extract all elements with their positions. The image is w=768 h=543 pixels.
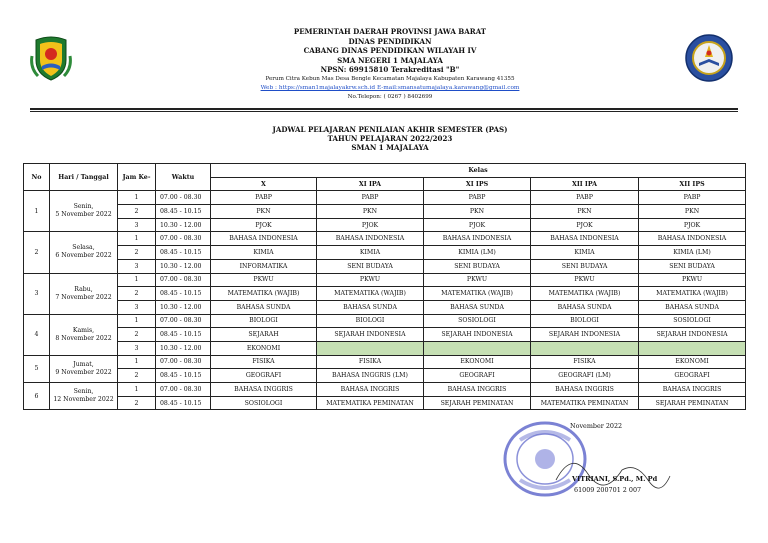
subject-cell-xi-ips: GEOGRAFI bbox=[424, 369, 531, 383]
header-xi-ipa: XI IPA bbox=[317, 177, 424, 191]
jam-cell: 2 bbox=[118, 205, 156, 219]
header-day: Hari / Tanggal bbox=[50, 164, 118, 191]
signature-name: VITRIANI, S.Pd., M. Pd bbox=[572, 475, 658, 483]
subject-cell-xii-ipa: PKWU bbox=[531, 273, 639, 287]
table-row bbox=[24, 218, 746, 232]
subject-cell-x: PJOK bbox=[211, 218, 317, 232]
subject-cell-x: SOSIOLOGI bbox=[211, 396, 317, 410]
subject-cell-xi-ipa: FISIKA bbox=[317, 355, 424, 369]
jam-cell: 2 bbox=[118, 246, 156, 260]
waktu-cell: 07.00 - 08.30 bbox=[156, 355, 211, 369]
header-xi-ips: XI IPS bbox=[424, 177, 531, 191]
school-emblem-icon bbox=[684, 33, 734, 83]
subject-cell-xi-ipa: BAHASA SUNDA bbox=[317, 300, 424, 314]
jam-cell: 3 bbox=[118, 300, 156, 314]
letterhead-rule-thin bbox=[30, 111, 738, 112]
table-row bbox=[24, 328, 746, 342]
subject-cell-xi-ips: SEJARAH INDONESIA bbox=[424, 328, 531, 342]
subject-cell-xi-ips: BAHASA SUNDA bbox=[424, 300, 531, 314]
jam-cell: 3 bbox=[118, 259, 156, 273]
subject-cell-xii-ips: BAHASA INDONESIA bbox=[639, 232, 746, 246]
jam-cell: 3 bbox=[118, 341, 156, 355]
waktu-cell: 08.45 - 10.15 bbox=[156, 246, 211, 260]
table-row bbox=[24, 355, 746, 369]
waktu-cell: 07.00 - 08.30 bbox=[156, 191, 211, 205]
subject-cell-xi-ipa: PJOK bbox=[317, 218, 424, 232]
waktu-cell: 10.30 - 12.00 bbox=[156, 341, 211, 355]
jam-cell: 1 bbox=[118, 232, 156, 246]
subject-cell-xii-ips: BAHASA INGGRIS bbox=[639, 383, 746, 397]
day-cell bbox=[50, 355, 118, 382]
subject-cell-x: EKONOMI bbox=[211, 341, 317, 355]
day-name: Selasa, bbox=[72, 244, 95, 252]
subject-cell-xii-ipa: MATEMATIKA PEMINATAN bbox=[531, 396, 639, 410]
subject-cell-xi-ips: KIMIA (LM) bbox=[424, 246, 531, 260]
subject-cell-xii-ipa: GEOGRAFI (LM) bbox=[531, 369, 639, 383]
subject-cell-xii-ipa: SENI BUDAYA bbox=[531, 259, 639, 273]
day-number: 1 bbox=[24, 191, 50, 232]
jam-cell: 1 bbox=[118, 383, 156, 397]
subject-cell-xii-ipa: PJOK bbox=[531, 218, 639, 232]
day-number: 4 bbox=[24, 314, 50, 355]
jam-cell: 3 bbox=[118, 218, 156, 232]
table-row bbox=[24, 314, 746, 328]
subject-cell-xi-ips: SENI BUDAYA bbox=[424, 259, 531, 273]
table-row bbox=[24, 383, 746, 397]
subject-cell-xi-ips: SOSIOLOGI bbox=[424, 314, 531, 328]
title-line-3: SMAN 1 MAJALAYA bbox=[351, 143, 429, 153]
header-x: X bbox=[211, 177, 317, 191]
subject-cell-xii-ipa: BAHASA INDONESIA bbox=[531, 232, 639, 246]
header-no: No bbox=[24, 164, 50, 191]
subject-cell-x: SEJARAH bbox=[211, 328, 317, 342]
letterhead-department: DINAS PENDIDIKAN bbox=[348, 36, 432, 46]
subject-cell-xi-ips: BAHASA INGGRIS bbox=[424, 383, 531, 397]
subject-cell-xii-ips: MATEMATIKA (WAJIB) bbox=[639, 287, 746, 301]
day-number: 2 bbox=[24, 232, 50, 273]
subject-cell-x: BAHASA SUNDA bbox=[211, 300, 317, 314]
table-row bbox=[24, 246, 746, 260]
subject-cell-xii-ips: GEOGRAFI bbox=[639, 369, 746, 383]
subject-cell-xii-ips: PKWU bbox=[639, 273, 746, 287]
subject-cell-x: BAHASA INGGRIS bbox=[211, 383, 317, 397]
subject-cell-xi-ipa bbox=[317, 341, 424, 355]
subject-cell-xii-ips bbox=[639, 341, 746, 355]
waktu-cell: 08.45 - 10.15 bbox=[156, 396, 211, 410]
letterhead bbox=[180, 27, 600, 102]
subject-cell-x: KIMIA bbox=[211, 246, 317, 260]
subject-cell-xi-ips: PKWU bbox=[424, 273, 531, 287]
day-cell bbox=[50, 273, 118, 314]
subject-cell-xi-ipa: BAHASA INGGRIS bbox=[317, 383, 424, 397]
signature-place-date: November 2022 bbox=[570, 422, 623, 430]
jam-cell: 1 bbox=[118, 314, 156, 328]
subject-cell-xii-ips: PJOK bbox=[639, 218, 746, 232]
table-row bbox=[24, 396, 746, 410]
waktu-cell: 08.45 - 10.15 bbox=[156, 287, 211, 301]
jam-cell: 1 bbox=[118, 355, 156, 369]
letterhead-address: Perum Citra Kebun Mas Desa Bengle Kecamatan Majalaya Kabupaten Karawang 41355 bbox=[265, 75, 515, 82]
subject-cell-xii-ipa: KIMIA bbox=[531, 246, 639, 260]
letterhead-npsn: NPSN: 69915810 Terakreditasi "B" bbox=[320, 65, 460, 75]
letterhead-school: SMA NEGERI 1 MAJALAYA bbox=[337, 55, 443, 65]
schedule-body bbox=[24, 191, 746, 410]
day-cell bbox=[50, 383, 118, 410]
subject-cell-x: PKWU bbox=[211, 273, 317, 287]
subject-cell-xii-ipa bbox=[531, 341, 639, 355]
waktu-cell: 08.45 - 10.15 bbox=[156, 328, 211, 342]
day-date: 7 November 2022 bbox=[55, 293, 112, 301]
table-row bbox=[24, 341, 746, 355]
header-waktu: Waktu bbox=[156, 164, 211, 191]
day-number: 5 bbox=[24, 355, 50, 382]
header-jam: Jam Ke- bbox=[118, 164, 156, 191]
table-row bbox=[24, 300, 746, 314]
subject-cell-xi-ips: PJOK bbox=[424, 218, 531, 232]
waktu-cell: 07.00 - 08.30 bbox=[156, 232, 211, 246]
subject-cell-xi-ips: MATEMATIKA (WAJIB) bbox=[424, 287, 531, 301]
day-name: Senin, bbox=[73, 388, 94, 396]
subject-cell-xi-ips: PKN bbox=[424, 205, 531, 219]
table-row bbox=[24, 287, 746, 301]
subject-cell-xi-ipa: BAHASA INDONESIA bbox=[317, 232, 424, 246]
subject-cell-xi-ips: SEJARAH PEMINATAN bbox=[424, 396, 531, 410]
subject-cell-x: INFORMATIKA bbox=[211, 259, 317, 273]
day-cell bbox=[50, 314, 118, 355]
letterhead-web-link[interactable]: Web : https://sman1majalayakrw.sch.id E-mail:smansatumajalaya.karawang@gmail.com bbox=[260, 84, 520, 91]
subject-cell-x: BIOLOGI bbox=[211, 314, 317, 328]
subject-cell-xii-ips: SEJARAH PEMINATAN bbox=[639, 396, 746, 410]
signature-nip: 61009 200701 2 007 bbox=[574, 486, 642, 494]
jam-cell: 2 bbox=[118, 287, 156, 301]
subject-cell-xii-ips: KIMIA (LM) bbox=[639, 246, 746, 260]
day-name: Kamis, bbox=[72, 326, 95, 334]
table-row bbox=[24, 205, 746, 219]
subject-cell-xi-ipa: PKWU bbox=[317, 273, 424, 287]
title-line-1: JADWAL PELAJARAN PENILAIAN AKHIR SEMESTER (PAS) bbox=[272, 125, 508, 134]
header-kelas: Kelas bbox=[211, 164, 746, 178]
waktu-cell: 10.30 - 12.00 bbox=[156, 218, 211, 232]
waktu-cell: 10.30 - 12.00 bbox=[156, 259, 211, 273]
table-row bbox=[24, 232, 746, 246]
waktu-cell: 07.00 - 08.30 bbox=[156, 314, 211, 328]
jam-cell: 2 bbox=[118, 369, 156, 383]
waktu-cell: 10.30 - 12.00 bbox=[156, 300, 211, 314]
waktu-cell: 08.45 - 10.15 bbox=[156, 369, 211, 383]
subject-cell-xii-ips: BAHASA SUNDA bbox=[639, 300, 746, 314]
day-cell bbox=[50, 191, 118, 232]
schedule-table bbox=[23, 163, 746, 410]
subject-cell-xi-ipa: MATEMATIKA PEMINATAN bbox=[317, 396, 424, 410]
subject-cell-xii-ips: SEJARAH INDONESIA bbox=[639, 328, 746, 342]
day-number: 3 bbox=[24, 273, 50, 314]
subject-cell-x: GEOGRAFI bbox=[211, 369, 317, 383]
subject-cell-xii-ipa: BAHASA INGGRIS bbox=[531, 383, 639, 397]
table-row bbox=[24, 191, 746, 205]
header-xii-ipa: XII IPA bbox=[531, 177, 639, 191]
subject-cell-xii-ipa: BAHASA SUNDA bbox=[531, 300, 639, 314]
day-date: 6 November 2022 bbox=[55, 252, 112, 260]
subject-cell-xi-ipa: SENI BUDAYA bbox=[317, 259, 424, 273]
subject-cell-xii-ipa: FISIKA bbox=[531, 355, 639, 369]
subject-cell-xii-ipa: BIOLOGI bbox=[531, 314, 639, 328]
header-xii-ips: XII IPS bbox=[639, 177, 746, 191]
subject-cell-xii-ipa: SEJARAH INDONESIA bbox=[531, 328, 639, 342]
waktu-cell: 07.00 - 08.30 bbox=[156, 273, 211, 287]
subject-cell-xi-ips bbox=[424, 341, 531, 355]
day-name: Jumat, bbox=[73, 360, 94, 368]
day-name: Rabu, bbox=[74, 285, 93, 293]
table-row bbox=[24, 369, 746, 383]
subject-cell-xii-ips: SENI BUDAYA bbox=[639, 259, 746, 273]
letterhead-government: PEMERINTAH DAERAH PROVINSI JAWA BARAT bbox=[293, 27, 487, 36]
subject-cell-xi-ipa: BIOLOGI bbox=[317, 314, 424, 328]
subject-cell-x: FISIKA bbox=[211, 355, 317, 369]
day-date: 5 November 2022 bbox=[55, 211, 112, 219]
table-row bbox=[24, 259, 746, 273]
subject-cell-xi-ipa: SEJARAH INDONESIA bbox=[317, 328, 424, 342]
subject-cell-xi-ipa: MATEMATIKA (WAJIB) bbox=[317, 287, 424, 301]
subject-cell-xii-ipa: PABP bbox=[531, 191, 639, 205]
waktu-cell: 07.00 - 08.30 bbox=[156, 383, 211, 397]
jam-cell: 2 bbox=[118, 328, 156, 342]
jam-cell: 1 bbox=[118, 273, 156, 287]
subject-cell-xii-ips: PABP bbox=[639, 191, 746, 205]
jam-cell: 2 bbox=[118, 396, 156, 410]
subject-cell-xi-ipa: BAHASA INGGRIS (LM) bbox=[317, 369, 424, 383]
day-name: Senin, bbox=[73, 203, 94, 211]
waktu-cell: 08.45 - 10.15 bbox=[156, 205, 211, 219]
subject-cell-xi-ipa: KIMIA bbox=[317, 246, 424, 260]
subject-cell-x: MATEMATIKA (WAJIB) bbox=[211, 287, 317, 301]
document-title bbox=[180, 125, 600, 153]
subject-cell-xi-ipa: PKN bbox=[317, 205, 424, 219]
subject-cell-xii-ips: SOSIOLOGI bbox=[639, 314, 746, 328]
day-date: 9 November 2022 bbox=[55, 368, 112, 376]
subject-cell-x: PABP bbox=[211, 191, 317, 205]
letterhead-rule-thick bbox=[30, 108, 738, 110]
subject-cell-x: PKN bbox=[211, 205, 317, 219]
subject-cell-xii-ips: EKONOMI bbox=[639, 355, 746, 369]
day-cell bbox=[50, 232, 118, 273]
subject-cell-xii-ips: PKN bbox=[639, 205, 746, 219]
letterhead-phone: No.Telepon: ( 0267 ) 8402699 bbox=[347, 93, 433, 100]
jam-cell: 1 bbox=[118, 191, 156, 205]
day-date: 12 November 2022 bbox=[53, 396, 114, 404]
table-row bbox=[24, 273, 746, 287]
subject-cell-xi-ips: EKONOMI bbox=[424, 355, 531, 369]
subject-cell-xii-ipa: MATEMATIKA (WAJIB) bbox=[531, 287, 639, 301]
subject-cell-x: BAHASA INDONESIA bbox=[211, 232, 317, 246]
west-java-emblem-icon bbox=[30, 36, 72, 82]
title-line-2: TAHUN PELAJARAN 2022/2023 bbox=[327, 134, 453, 144]
day-date: 8 November 2022 bbox=[55, 334, 112, 342]
subject-cell-xi-ips: PABP bbox=[424, 191, 531, 205]
subject-cell-xi-ipa: PABP bbox=[317, 191, 424, 205]
letterhead-branch: CABANG DINAS PENDIDIKAN WILAYAH IV bbox=[303, 46, 477, 56]
day-number: 6 bbox=[24, 383, 50, 410]
subject-cell-xii-ipa: PKN bbox=[531, 205, 639, 219]
subject-cell-xi-ips: BAHASA INDONESIA bbox=[424, 232, 531, 246]
